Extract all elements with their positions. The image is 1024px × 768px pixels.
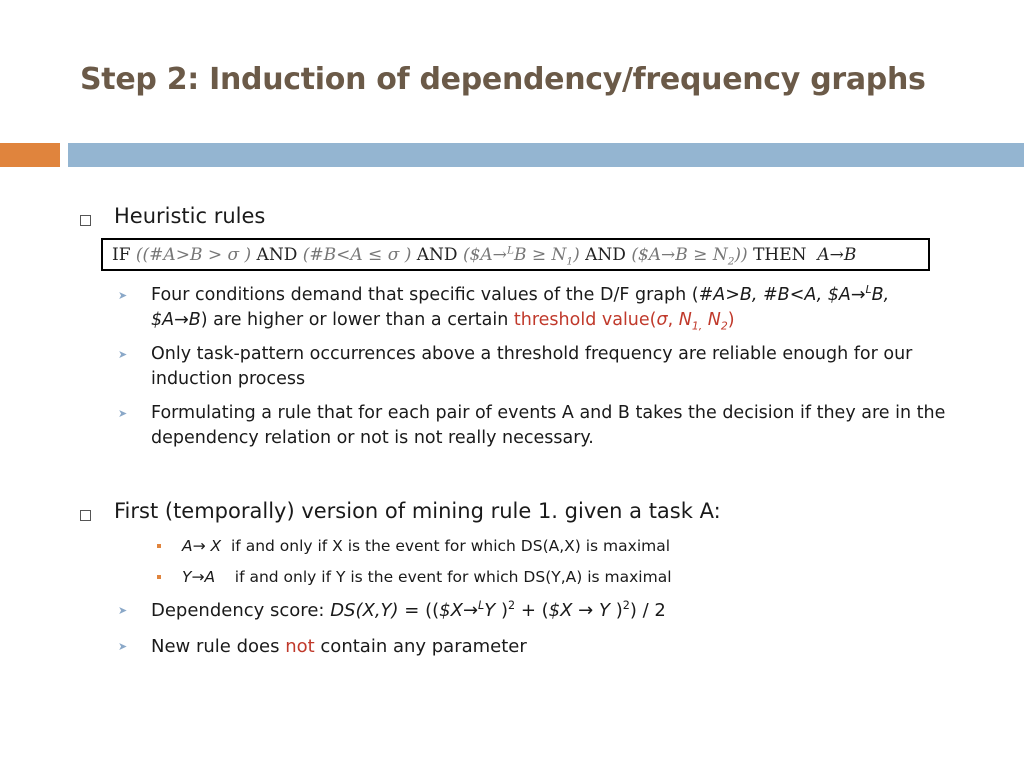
rule-cond-3: ($A→$^L$B ≥ $N_1$): [462, 243, 580, 267]
accent-bar-orange: [0, 143, 60, 167]
list-item-text: A→ X if and only if X is the event for which DS(A,X) is maximal: [182, 537, 671, 555]
arrow-chevron-icon: ➤: [118, 407, 128, 420]
hollow-square-icon: [80, 215, 91, 226]
accent-bar-blue: [68, 143, 1024, 167]
list-item-text: Formulating a rule that for each pair of events A and B takes the decision if they are in the dependency relation or not is not really necessary.: [151, 403, 946, 448]
list-item-text: Y→A if and only if Y is the event for which DS(Y,A) is maximal: [182, 568, 672, 586]
small-square-icon: [157, 544, 161, 548]
arrow-chevron-icon: ➤: [118, 604, 128, 617]
arrow-chevron-icon: ➤: [118, 348, 128, 361]
heading-heuristic-rules: Heuristic rules: [114, 204, 266, 228]
list-item-text: Only task-pattern occurrences above a threshold frequency are reliable enough for our induction process: [151, 344, 913, 389]
heading-mining-rule: First (temporally) version of mining rule 1. given a task A:: [114, 499, 721, 523]
arrow-chevron-icon: ➤: [118, 640, 128, 653]
rule-cond-4: ($A→B ≥ $N_2$)): [631, 244, 748, 267]
list-item-text: Four conditions demand that specific values of the D/F graph (#A>B, #B<A, $A→$^L$B, $A→B) are higher or lower than a certain threshold value(σ, $N_{1,}$ $N_2$): [151, 283, 890, 333]
rule-result: A→B: [817, 244, 857, 265]
rule-and-1: AND: [256, 244, 298, 265]
rule-then: THEN: [753, 244, 807, 265]
small-square-icon: [157, 575, 161, 579]
hollow-square-icon: [80, 510, 91, 521]
slide-title: Step 2: Induction of dependency/frequency graphs: [80, 62, 926, 97]
rule-cond-2: (#B<A ≤ σ ): [302, 244, 412, 265]
rule-cond-1: ((#A>B > σ ): [135, 244, 252, 265]
rule-and-2: AND: [416, 244, 458, 265]
arrow-chevron-icon: ➤: [118, 289, 128, 302]
list-item-text: Dependency score: DS(X,Y) = (($X→$^L$Y )$^2$ + ($X → Y )$^2$) / 2: [151, 599, 666, 621]
list-item-text: New rule does not contain any parameter: [151, 636, 527, 657]
rule-if: IF: [112, 244, 131, 265]
rule-formula-box: [101, 238, 930, 271]
rule-and-3: AND: [585, 244, 626, 265]
